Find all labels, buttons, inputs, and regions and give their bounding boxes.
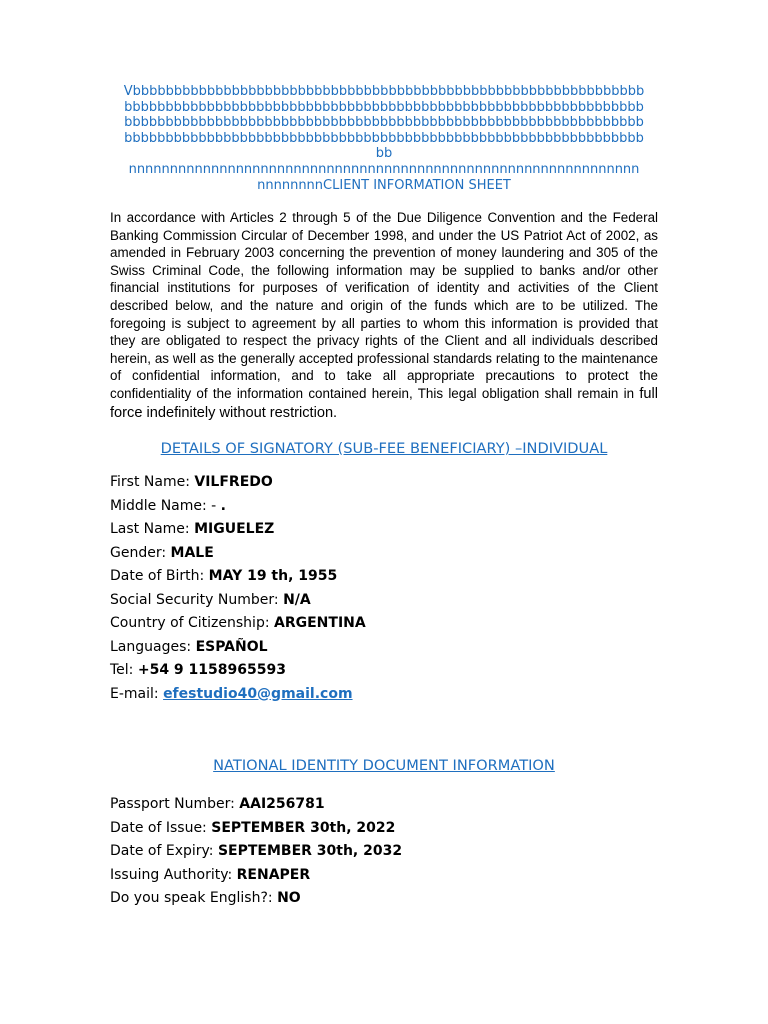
heading-line: bb xyxy=(375,146,393,162)
field-middle-name xyxy=(110,495,658,519)
heading-line: bbbbbbbbbbbbbbbbbbbbbbbbbbbbbbbbbbbbbbbbbbbbbbbbbbbbbbbbbbbbbbb xyxy=(124,115,644,131)
field-value: SEPTEMBER 30th, 2022 xyxy=(211,819,396,836)
field-social-security-number xyxy=(110,589,658,613)
field-value: VILFREDO xyxy=(194,474,273,490)
field-label: Issuing Authority: xyxy=(110,866,237,883)
field-value: +54 9 1158965593 xyxy=(137,662,286,678)
field-languages xyxy=(110,636,658,660)
field-label: E-mail: xyxy=(110,685,164,702)
field-speak-english xyxy=(110,887,658,911)
field-value: ARGENTINA xyxy=(274,615,366,631)
field-label: Date of Issue: xyxy=(110,819,212,836)
heading-line: bbbbbbbbbbbbbbbbbbbbbbbbbbbbbbbbbbbbbbbbbbbbbbbbbbbbbbbbbbbbbbb xyxy=(124,99,644,115)
identity-section-title: NATIONAL IDENTITY DOCUMENT INFORMATION xyxy=(213,757,555,774)
field-tel xyxy=(110,659,658,683)
document-heading xyxy=(110,84,658,193)
signatory-fields xyxy=(110,471,658,706)
field-issuing-authority xyxy=(110,864,658,888)
field-value: NO xyxy=(277,890,301,906)
field-label: Languages: xyxy=(110,638,196,655)
field-value: N/A xyxy=(283,591,311,608)
field-label: Gender: xyxy=(110,544,171,561)
field-label: Date of Birth: xyxy=(110,568,209,584)
field-label: Tel: xyxy=(110,662,138,678)
field-label: Do you speak English?: xyxy=(110,890,278,906)
field-email xyxy=(110,683,658,707)
field-value: ESPAÑOL xyxy=(195,638,268,655)
field-last-name xyxy=(110,518,658,542)
field-label: First Name: xyxy=(110,474,195,490)
heading-line: bbbbbbbbbbbbbbbbbbbbbbbbbbbbbbbbbbbbbbbbbbbbbbbbbbbbbbbbbbbbbbb xyxy=(124,130,644,146)
field-label: Social Security Number: xyxy=(110,591,284,608)
field-value: MAY 19 th, 1955 xyxy=(208,568,338,584)
intro-body: In accordance with Articles 2 through 5 of the Due Diligence Convention and the Federal Banking Commission Circular of December 1998, and under the US Patriot Act of 2002, as amended in February 2003 concerning the prevention of money laundering and 305 of the Swiss Criminal Code, the following information may be supplied to banks and/or other financial institutions for purposes of verification of identity and activities of the Client described below, and the nature and origin of the funds which are to be utilized. The foregoing is subject to agreement by all parties to whom this information is provided that they are obligated to respect the privacy rights of the Client and all individuals described herein, as well as the generally accepted professional standards relating to the maintenance of confidential information, and to take all appropriate precautions to protect the confidentiality of the information contained herein, This legal obligation shall remain in xyxy=(110,210,658,401)
field-value: AAI256781 xyxy=(239,796,325,812)
field-value: RENAPER xyxy=(236,866,311,883)
field-value: . xyxy=(220,497,226,514)
field-value: MIGUELEZ xyxy=(194,521,275,537)
email-link[interactable]: efestudio40@gmail.com xyxy=(163,685,353,702)
field-first-name xyxy=(110,471,658,495)
field-label: Country of Citizenship: xyxy=(110,615,275,631)
field-label: Passport Number: xyxy=(110,796,240,812)
field-value: SEPTEMBER 30th, 2032 xyxy=(217,843,403,859)
field-date-of-birth xyxy=(110,565,658,589)
field-date-of-issue xyxy=(110,817,658,841)
field-label: Last Name: xyxy=(110,521,195,537)
intro-paragraph xyxy=(110,209,658,422)
heading-line: Vbbbbbbbbbbbbbbbbbbbbbbbbbbbbbbbbbbbbbbbbbbbbbbbbbbbbbbbbbbbbbb xyxy=(123,84,645,99)
field-date-of-expiry xyxy=(110,840,658,864)
heading-line: nnnnnnnnCLIENT INFORMATION SHEET xyxy=(257,177,511,193)
field-gender xyxy=(110,542,658,566)
heading-line: nnnnnnnnnnnnnnnnnnnnnnnnnnnnnnnnnnnnnnnnnnnnnnnnnnnnnnnnnnnnnn xyxy=(128,161,640,177)
field-country-of-citizenship xyxy=(110,612,658,636)
field-label: Middle Name: - xyxy=(110,497,221,514)
field-value: MALE xyxy=(170,544,214,561)
identity-fields xyxy=(110,793,658,911)
field-label: Date of Expiry: xyxy=(110,843,218,859)
field-passport-number xyxy=(110,793,658,817)
intro-tail: full force indefinitely without restriction. xyxy=(110,385,658,421)
signatory-section-title: DETAILS OF SIGNATORY (SUB-FEE BENEFICIARY) –INDIVIDUAL xyxy=(160,440,608,457)
